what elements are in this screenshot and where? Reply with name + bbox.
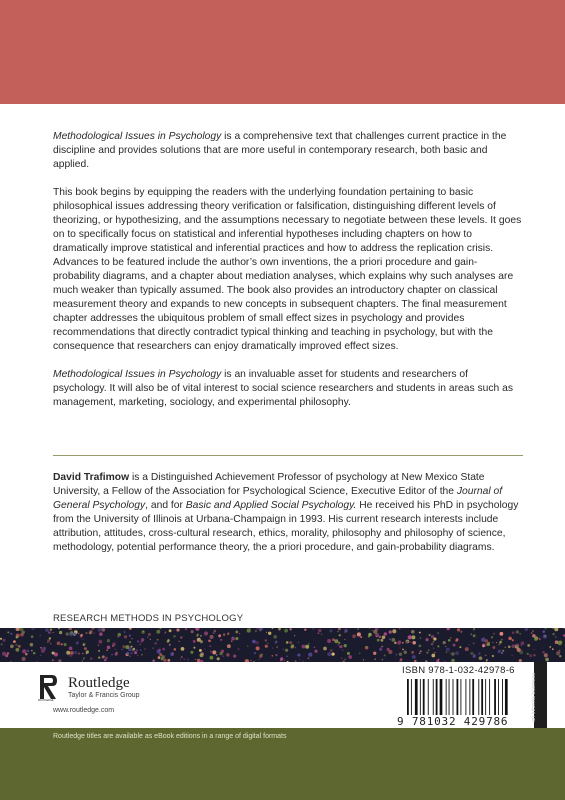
description-paragraph-2: This book begins by equipping the readers with the underlying foundation pertaining to basic philosophical issues addressing theory verification or falsification, distinguishing different levels of theorizing, or hypothesizing, and the assumptions necessary to negotiate between these levels. It goes on to specifically focus on statistical and inferential hypotheses including chapters on how to dramatically improve statistical and inferential practices and how to address the replication crisis. Advances to be featured include the author’s own inventions, the a priori procedure and gain-probability diagrams, and a chapter about mediation analyses, which explains why such analyses are much weaker than typically assumed. The book also provides an introductory chapter on classical measurement theory and expands to new concepts in subsequent chapters. The final measurement chapter addresses the ubiquitous problem of small effect sizes in psychology and provides recommendations that directly contradict typical thinking and teaching in psychology, but with the consequence that researchers can enjoy dramatically improved effect sizes. (53, 187, 522, 352)
publisher-website: www.routledge.com (53, 707, 115, 714)
publisher-name: Routledge (68, 675, 130, 691)
book-title-italic: Methodological Issues in Psychology (53, 131, 222, 142)
description-paragraph-1: Methodological Issues in Psychology is a comprehensive text that challenges current practice in the discipline and provides solutions that are more useful in contemporary research, both basic and applied. (53, 131, 507, 170)
divider-rule (53, 455, 523, 456)
routledge-logo-icon (38, 672, 60, 702)
publisher-group: Taylor & Francis Group (68, 692, 140, 699)
isbn-barcode-digits: 9 781032 429786 (397, 715, 509, 728)
author-bio: David Trafimow is a Distinguished Achievement Professor of psychology at New Mexico State University, a Fellow of the Association for Psychological Science, Executive Editor of the Journal of General Psychology, and for Basic and Applied Social Psychology. He received his PhD in psychology from the University of Illinois at Urbana-Champaign in 1993. His current research interests include attribution, attitudes, cross-cultural research, ethics, morality, philosophy and philosophy of science, methodology, potential performance theory, the a priori procedure, and gain-probability diagrams. (53, 472, 519, 553)
svg-text:ROUTLEDGE: ROUTLEDGE (38, 699, 54, 702)
description-paragraph-3: Methodological Issues in Psychology is an invaluable asset for students and researchers of psychology. It will also be of vital interest to social science researchers and students in areas such as management, marketing, sociology, and experimental philosophy. (53, 369, 513, 408)
decorative-pattern-band (0, 628, 565, 662)
journal-title: Journal of General Psychology (53, 486, 503, 511)
description (53, 130, 523, 410)
author-name: David Trafimow (53, 472, 130, 483)
barcode (403, 677, 513, 717)
top-color-band (0, 0, 565, 104)
series-name: RESEARCH METHODS IN PSYCHOLOGY (53, 613, 244, 624)
pattern-graphic (0, 628, 565, 662)
ebook-availability-note: Routledge titles are available as eBook editions in a range of digital formats (53, 733, 287, 740)
journal-title: Basic and Applied Social Psychology. (185, 500, 357, 511)
isbn-label: ISBN 978-1-032-42978-6 (402, 665, 515, 676)
book-title-italic: Methodological Issues in Psychology (53, 369, 222, 380)
informa-business-text: an informa business (531, 672, 537, 722)
publisher-logo-text (68, 675, 140, 700)
